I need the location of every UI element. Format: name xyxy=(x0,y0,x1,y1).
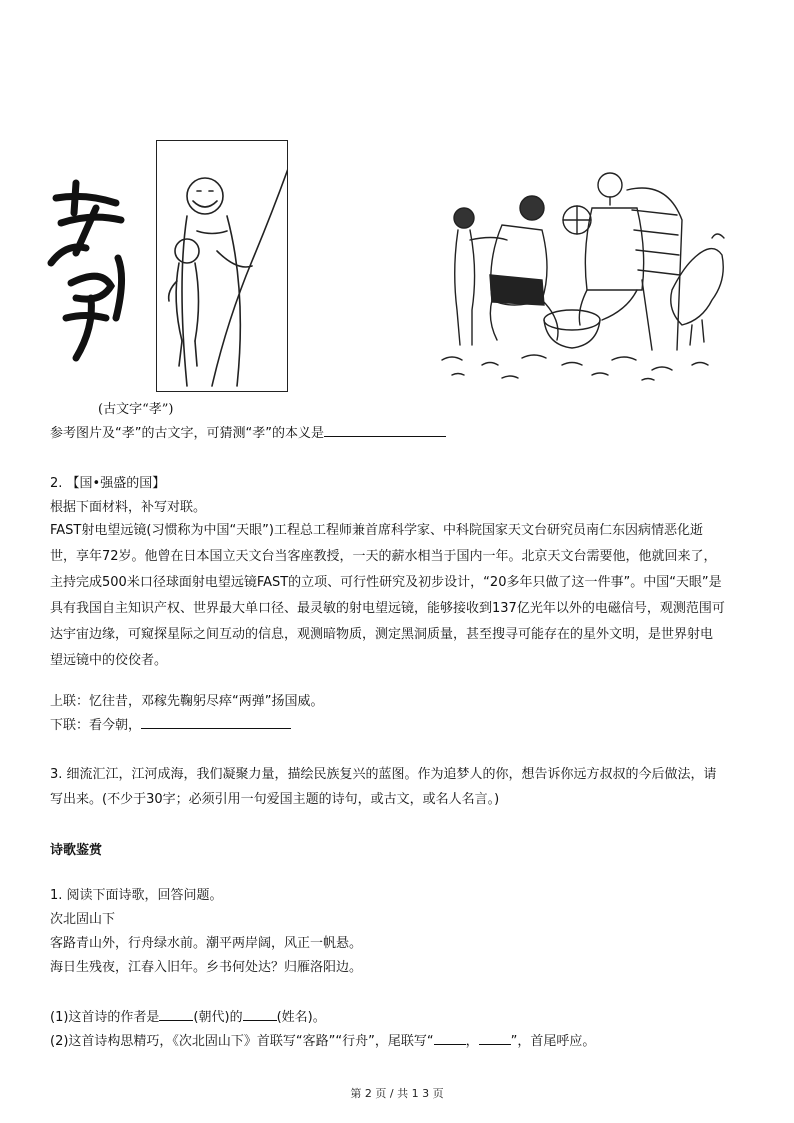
sub-question-2-text-b: ， xyxy=(465,1034,479,1049)
answer-blank[interactable] xyxy=(324,424,446,437)
tail-couplet-blank-1[interactable] xyxy=(434,1032,466,1045)
sub-question-2-text-c: ”，首尾呼应。 xyxy=(510,1034,596,1049)
sub-question-1-text-b: (朝代)的 xyxy=(193,1010,243,1025)
author-blank[interactable] xyxy=(243,1008,277,1021)
poem-line: 海日生残夜，江春入旧年。乡书何处达？归雁洛阳边。 xyxy=(50,960,363,975)
tail-couplet-blank-2[interactable] xyxy=(479,1032,511,1045)
paragraph-line: FAST射电望远镜(习惯称为中国“天眼”)工程总工程师兼首席科学家、中科院国家天文台研究员南仁东因病情恶化逝 xyxy=(50,523,703,538)
figure-caption: (古文字“孝”) xyxy=(98,402,174,417)
poetry-question-1: 1. 阅读下面诗歌，回答问题。 xyxy=(50,888,223,903)
paragraph-line: 望远镜中的佼佼者。 xyxy=(50,653,168,668)
section-title: 诗歌鉴赏 xyxy=(50,843,103,858)
question-xiao xyxy=(50,424,446,443)
paragraph-line: 具有我国自主知识产权、世界最大单口径、最灵敏的射电望远镜，能够接收到137亿光年以外的电磁信号，观测范围可 xyxy=(50,601,725,616)
page-footer: 第 2 页 / 共 1 3 页 xyxy=(350,1087,444,1100)
illustration-family-washing-feet xyxy=(412,160,732,390)
sub-question-1-text-a: (1)这首诗的作者是 xyxy=(50,1010,160,1025)
paragraph-line: 世，享年72岁。他曾在日本国立天文台当客座教授，一天的薪水相当于国内一年。北京天文台需要他，他就回来了， xyxy=(50,549,717,564)
ancient-glyph-xiao xyxy=(46,168,136,368)
question-xiao-text: 参考图片及“孝”的古文字，可猜测“孝”的本义是 xyxy=(50,426,324,441)
illustration-elder-child xyxy=(156,140,288,392)
sub-question-2-text-a: (2)这首诗构思精巧，《次北固山下》首联写“客路”“行舟”，尾联写“ xyxy=(50,1034,434,1049)
sub-question-1 xyxy=(50,1008,326,1027)
paragraph-line: 主持完成500米口径球面射电望远镜FAST的立项、可行性研究及初步设计，“20多年只做了这一件事”。中国“天眼”是 xyxy=(50,575,722,590)
couplet-lower-text: 下联：看今朝， xyxy=(50,718,142,733)
dynasty-blank[interactable] xyxy=(159,1008,193,1021)
couplet-lower xyxy=(50,716,291,735)
sub-question-1-text-c: (姓名)。 xyxy=(276,1010,326,1025)
question-3-line: 3. 细流汇江，江河成海，我们凝聚力量，描绘民族复兴的蓝图。作为追梦人的你，想告诉你远方叔叔的今后做法，请 xyxy=(50,767,717,782)
paragraph-line: 达宇宙边缘，可窥探星际之间互动的信息，观测暗物质，测定黑洞质量，甚至搜寻可能存在的星外文明，是世界射电 xyxy=(50,627,714,642)
poem-line: 客路青山外，行舟绿水前。潮平两岸阔，风正一帆悬。 xyxy=(50,936,363,951)
question-2-heading: 2. 【国•强盛的国】 xyxy=(50,476,166,491)
couplet-lower-blank[interactable] xyxy=(141,716,291,729)
couplet-upper: 上联：忆往昔，邓稼先鞠躬尽瘁“两弹”扬国威。 xyxy=(50,694,324,709)
question-3-line: 写出来。(不少于30字；必须引用一句爱国主题的诗句，或古文，或名人名言。) xyxy=(50,792,500,807)
poem-title: 次北固山下 xyxy=(50,912,116,927)
sub-question-2 xyxy=(50,1032,595,1051)
question-2-instruction: 根据下面材料，补写对联。 xyxy=(50,500,207,515)
